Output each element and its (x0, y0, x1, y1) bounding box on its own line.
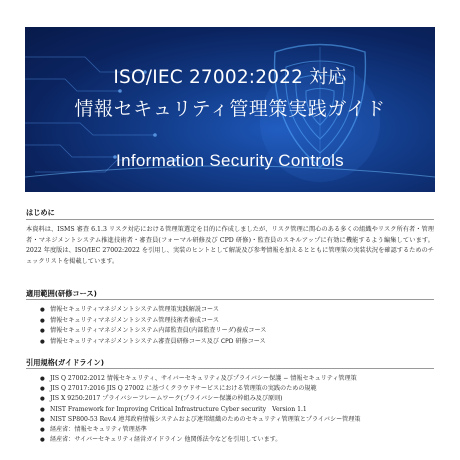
scope-item-label: 情報セキュリティマネジメントシステム内部監査員(内部監査リーダ)養成コース (50, 327, 267, 335)
list-item (40, 425, 360, 435)
reference-item-label: JIS X 9250:2017 プライバシーフレームワーク(プライバシー保護の枠組み及び原則) (50, 395, 283, 403)
intro-heading: はじめに (26, 208, 55, 217)
bullet-dot-icon: ● (40, 317, 45, 324)
scope-heading: 適用範囲(研修コース) (26, 289, 97, 298)
list-item (40, 305, 266, 316)
list-item (40, 435, 360, 445)
scope-item-label: 情報セキュリティマネジメントシステム管理策実践解説コース (50, 306, 219, 313)
intro-divider (26, 219, 434, 220)
references-heading: 引用規格(ガイドライン) (26, 358, 105, 367)
scope-item-label: 情報セキュリティマネジメントシステム審査員研修コース及び CPD 研修コース (50, 338, 266, 346)
bullet-dot-icon: ● (40, 307, 45, 313)
reference-item-label: JIS Q 27002:2012 情報セキュリティ、サイバーセキュリティ及びプライバシー保護 − 情報セキュリティ管理策 (50, 375, 357, 382)
banner-title-line2: 情報セキュリティ管理策実践ガイド (74, 98, 386, 120)
references-list (40, 374, 360, 445)
bullet-dot-icon: ● (40, 339, 45, 346)
bullet-dot-icon: ● (40, 328, 45, 335)
reference-item-label: 経産省：サイバーセキュリティ経営ガイドライン 他関係法令などを引用しています。 (50, 436, 282, 444)
list-item (40, 415, 360, 425)
bullet-dot-icon: ● (40, 406, 45, 413)
scope-list (40, 305, 266, 348)
list-item (40, 326, 266, 337)
list-item (40, 384, 360, 394)
bullet-dot-icon: ● (40, 416, 45, 423)
scope-item-label: 情報セキュリティマネジメントシステム管理技術者養成コース (50, 316, 219, 324)
reference-item-label: 経産省：情報セキュリティ管理基準 (50, 426, 147, 434)
list-item (40, 374, 360, 384)
bullet-dot-icon: ● (40, 437, 45, 444)
banner-title-line1: ISO/IEC 27002:2022 対応 (113, 67, 347, 88)
intro-paragraph: 本資料は、ISMS 審査 6.1.3 リスク対応における管理策選定を目的に作成しましたが、リスク管理に関心のある多くの組織やリスク所有者・管理者・マネジメントシステム推進技術者・審査員(フォーマル研修及び CPD 研修)・監査員のスキルアップに有効に機能するよう編集しています。2022 年度版は、ISO/IEC 27002:2022 を引用し、実装のヒントとして解説及び参考情報を加えるとともに管理策の実装状況を確認するためのチェックリストを掲載しています。 (26, 226, 434, 265)
bullet-dot-icon: ● (40, 396, 45, 403)
bullet-dot-icon: ● (40, 376, 45, 382)
list-item (40, 337, 266, 348)
cover-banner (25, 27, 435, 192)
list-item (40, 405, 360, 415)
list-item (40, 394, 360, 404)
references-divider (26, 368, 434, 369)
bullet-dot-icon: ● (40, 386, 45, 393)
bullet-dot-icon: ● (40, 427, 45, 434)
reference-item-label: JIS Q 27017:2016 JIS Q 27002 に基づくクラウドサービスにおける管理策の実践のための規範 (50, 385, 317, 393)
list-item (40, 316, 266, 327)
scope-divider (26, 299, 434, 300)
reference-item-label: NIST Framework for Improving Critical Infrastructure Cyber security Version 1.1 (50, 405, 307, 413)
reference-item-label: NIST SP800-53 Rev.4 連邦政府情報システムおよび連邦組織のためのセキュリティ管理策とプライバシー管理策 (50, 415, 361, 423)
banner-subtitle: Information Security Controls (116, 151, 344, 170)
